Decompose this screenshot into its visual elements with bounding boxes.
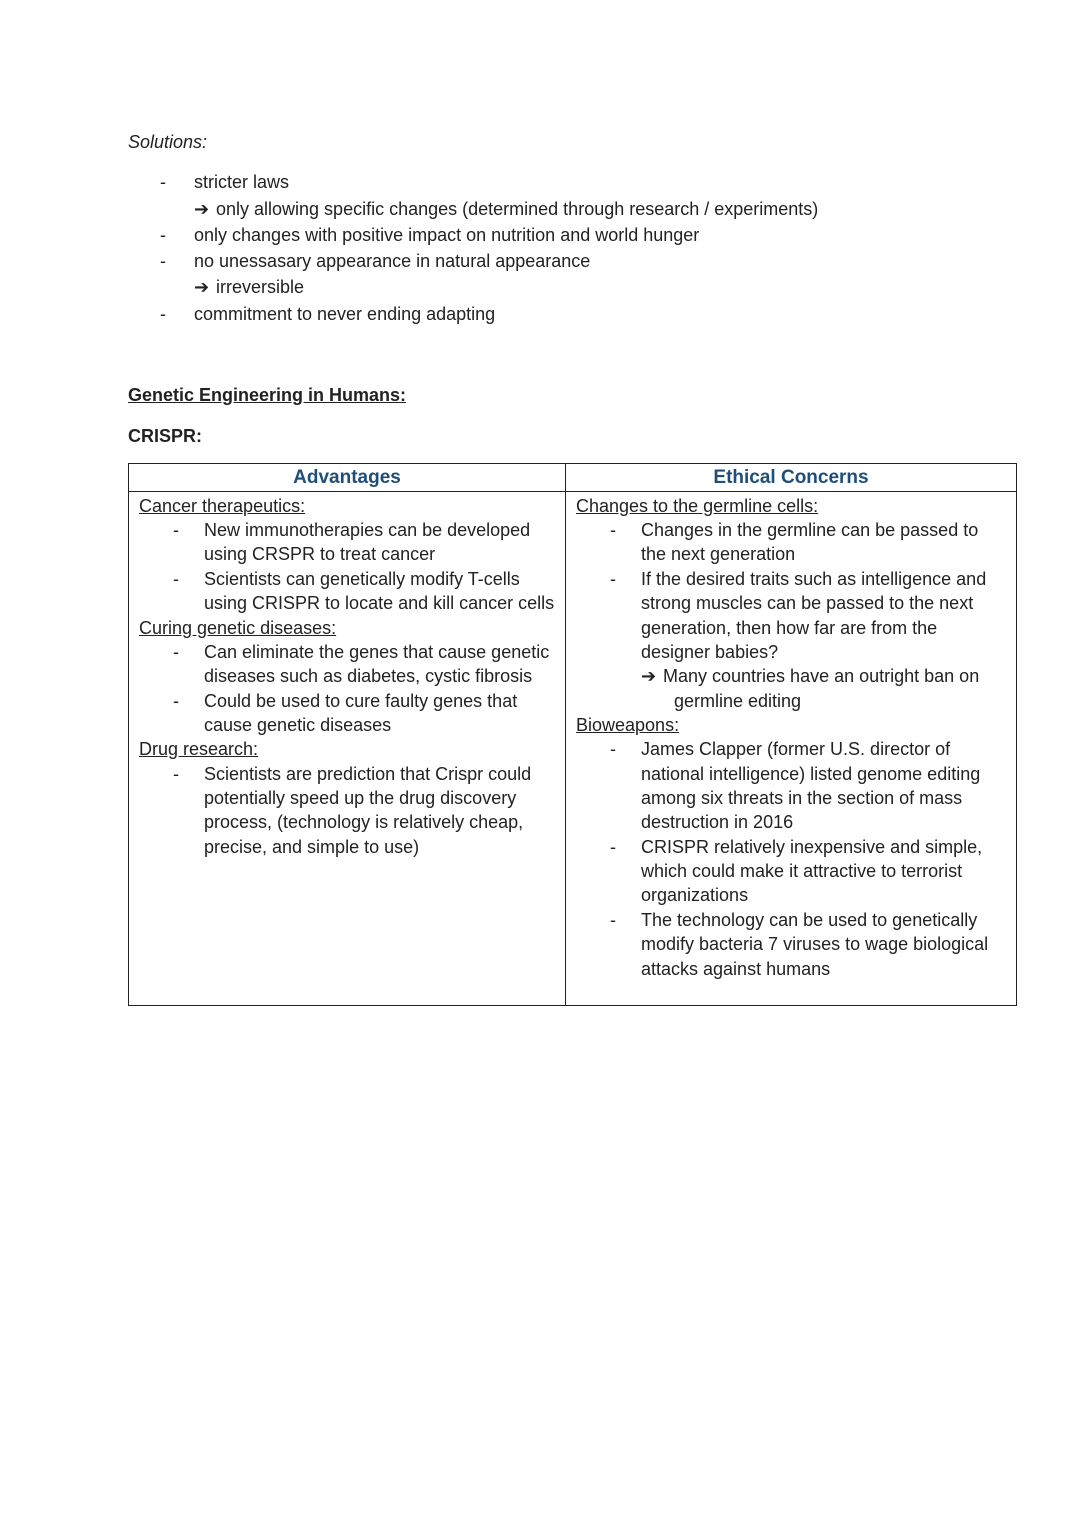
ethical-concerns-cell xyxy=(566,492,1017,1006)
list-item: The technology can be used to genetically xyxy=(641,910,978,930)
list-dash: - xyxy=(173,642,179,662)
list-dash: - xyxy=(610,837,616,857)
list-item: modify bacteria 7 viruses to wage biological xyxy=(641,934,989,954)
list-item: precise, and simple to use) xyxy=(204,837,420,857)
advantages-cell xyxy=(129,492,566,1006)
list-dash: - xyxy=(160,225,166,245)
list-item: among six threats in the section of mass xyxy=(641,788,963,808)
list-item: diseases such as diabetes, cystic fibrosis xyxy=(204,666,533,686)
list-item: stricter laws xyxy=(194,172,290,192)
list-dash: - xyxy=(610,520,616,540)
list-dash: - xyxy=(610,739,616,759)
list-item: Scientists are prediction that Crispr could xyxy=(204,764,532,784)
list-item: process, (technology is relatively cheap, xyxy=(204,812,524,832)
section-title: Genetic Engineering in Humans: xyxy=(128,385,407,405)
bioweapons-title: Bioweapons: xyxy=(576,715,680,735)
arrow-right-icon: ➔ xyxy=(194,277,210,297)
list-item: James Clapper (former U.S. director of xyxy=(641,739,951,759)
list-dash: - xyxy=(160,251,166,271)
cancer-title: Cancer therapeutics: xyxy=(139,496,306,516)
list-item: attacks against humans xyxy=(641,959,831,979)
list-item: Can eliminate the genes that cause genetic xyxy=(204,642,550,662)
list-item: generation, then how far are from the xyxy=(641,618,938,638)
list-subitem: ➔ Many countries have an outright ban on xyxy=(641,664,979,688)
list-dash: - xyxy=(173,520,179,540)
subsection-title: CRISPR: xyxy=(128,426,203,446)
list-dash: - xyxy=(173,569,179,589)
list-item: using CRISPR to locate and kill cancer cells xyxy=(204,593,555,613)
germline-title: Changes to the germline cells: xyxy=(576,496,819,516)
list-item: commitment to never ending adapting xyxy=(194,304,496,324)
crispr-table xyxy=(128,463,1017,1006)
header-advantages: Advantages xyxy=(129,464,566,492)
list-dash: - xyxy=(173,691,179,711)
list-item: using CRSPR to treat cancer xyxy=(204,544,436,564)
list-subitem-cont: germline editing xyxy=(674,691,802,711)
list-dash: - xyxy=(160,304,166,324)
genetic-title: Curing genetic diseases: xyxy=(139,618,337,638)
list-subitem: ➔ only allowing specific changes (determined through research / experiments) xyxy=(194,199,819,219)
arrow-right-icon: ➔ xyxy=(194,199,210,219)
list-item: cause genetic diseases xyxy=(204,715,392,735)
list-item: no unessasary appearance in natural appearance xyxy=(194,251,591,271)
header-ethical-concerns: Ethical Concerns xyxy=(566,464,1017,492)
list-item: strong muscles can be passed to the next xyxy=(641,593,974,613)
list-dash: - xyxy=(160,172,166,192)
list-item: New immunotherapies can be developed xyxy=(204,520,531,540)
list-subitem: ➔ irreversible xyxy=(194,277,305,297)
list-item: organizations xyxy=(641,885,749,905)
list-item: which could make it attractive to terrorist xyxy=(641,861,963,881)
list-item: only changes with positive impact on nutrition and world hunger xyxy=(194,225,700,245)
list-dash: - xyxy=(610,569,616,589)
list-item: the next generation xyxy=(641,544,796,564)
solutions-heading: Solutions: xyxy=(128,132,208,152)
list-item: destruction in 2016 xyxy=(641,812,794,832)
list-item: Scientists can genetically modify T-cells xyxy=(204,569,520,589)
list-item: designer babies? xyxy=(641,642,779,662)
list-item: national intelligence) listed genome editing xyxy=(641,764,981,784)
list-dash: - xyxy=(173,764,179,784)
list-item: Could be used to cure faulty genes that xyxy=(204,691,518,711)
list-item: CRISPR relatively inexpensive and simple, xyxy=(641,837,983,857)
list-item: If the desired traits such as intelligence and xyxy=(641,569,987,589)
drug-title: Drug research: xyxy=(139,739,259,759)
list-item: Changes in the germline can be passed to xyxy=(641,520,979,540)
list-dash: - xyxy=(610,910,616,930)
arrow-right-icon: ➔ xyxy=(641,666,657,686)
list-item: potentially speed up the drug discovery xyxy=(204,788,517,808)
